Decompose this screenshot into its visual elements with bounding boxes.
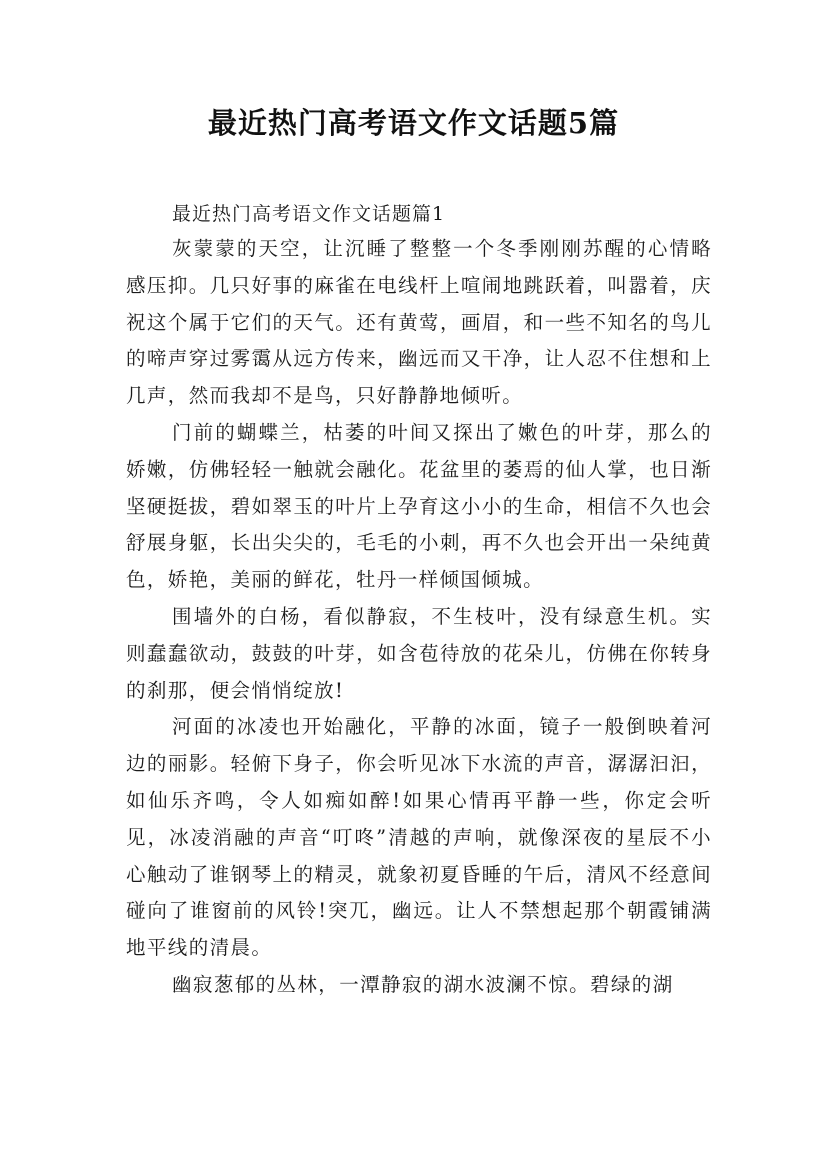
- paragraph-5: 幽寂葱郁的丛林，一潭静寂的湖水波澜不惊。碧绿的湖: [172, 972, 674, 996]
- paragraph-1: 灰蒙蒙的天空，让沉睡了整整一个冬季刚刚苏醒的心情略感压抑。几只好事的麻雀在电线杆上喧闹地跳跃着，叫嚣着，庆祝这个属于它们的天气。还有黄莺，画眉，和一些不知名的鸟儿的啼声穿过雾霭从远方传来，幽远而又干净，让人忍不住想和上几声，然而我却不是鸟，只好静静地倾听。: [126, 237, 712, 408]
- paragraph-4: 河面的冰凌也开始融化，平静的冰面，镜子一般倒映着河边的丽影。轻俯下身子，你会听见冰下水流的声音，潺潺汩汩，如仙乐齐鸣，令人如痴如醉!如果心情再平静一些，你定会听见，冰凌消融的声音“叮咚”清越的声响，就像深夜的星辰不小心触动了谁钢琴上的精灵，就象初夏昏睡的午后，清风不经意间碰向了谁窗前的风铃!突兀，幽远。让人不禁想起那个朝霞铺满地平线的清晨。: [126, 715, 712, 960]
- section-heading: 最近热门高考语文作文话题篇1: [172, 203, 446, 225]
- document-body: [126, 198, 712, 1004]
- paragraph-2: 门前的蝴蝶兰，枯萎的叶间又探出了嫩色的叶芽，那么的娇嫩，仿佛轻轻一触就会融化。花盆里的萎焉的仙人掌，也日渐坚硬挺拔，碧如翠玉的叶片上孕育这小小的生命，相信不久也会舒展身躯，长出尖尖的，毛毛的小刺，再不久也会开出一朵纯黄色，娇艳，美丽的鲜花，牡丹一样倾国倾城。: [126, 420, 712, 592]
- paragraph-3: 围墙外的白杨，看似静寂，不生枝叶，没有绿意生机。实则蠢蠢欲动，鼓鼓的叶芽，如含苞待放的花朵儿，仿佛在你转身的刹那，便会悄悄绽放!: [126, 604, 712, 702]
- document-title: 最近热门高考语文作文话题5篇: [207, 106, 620, 140]
